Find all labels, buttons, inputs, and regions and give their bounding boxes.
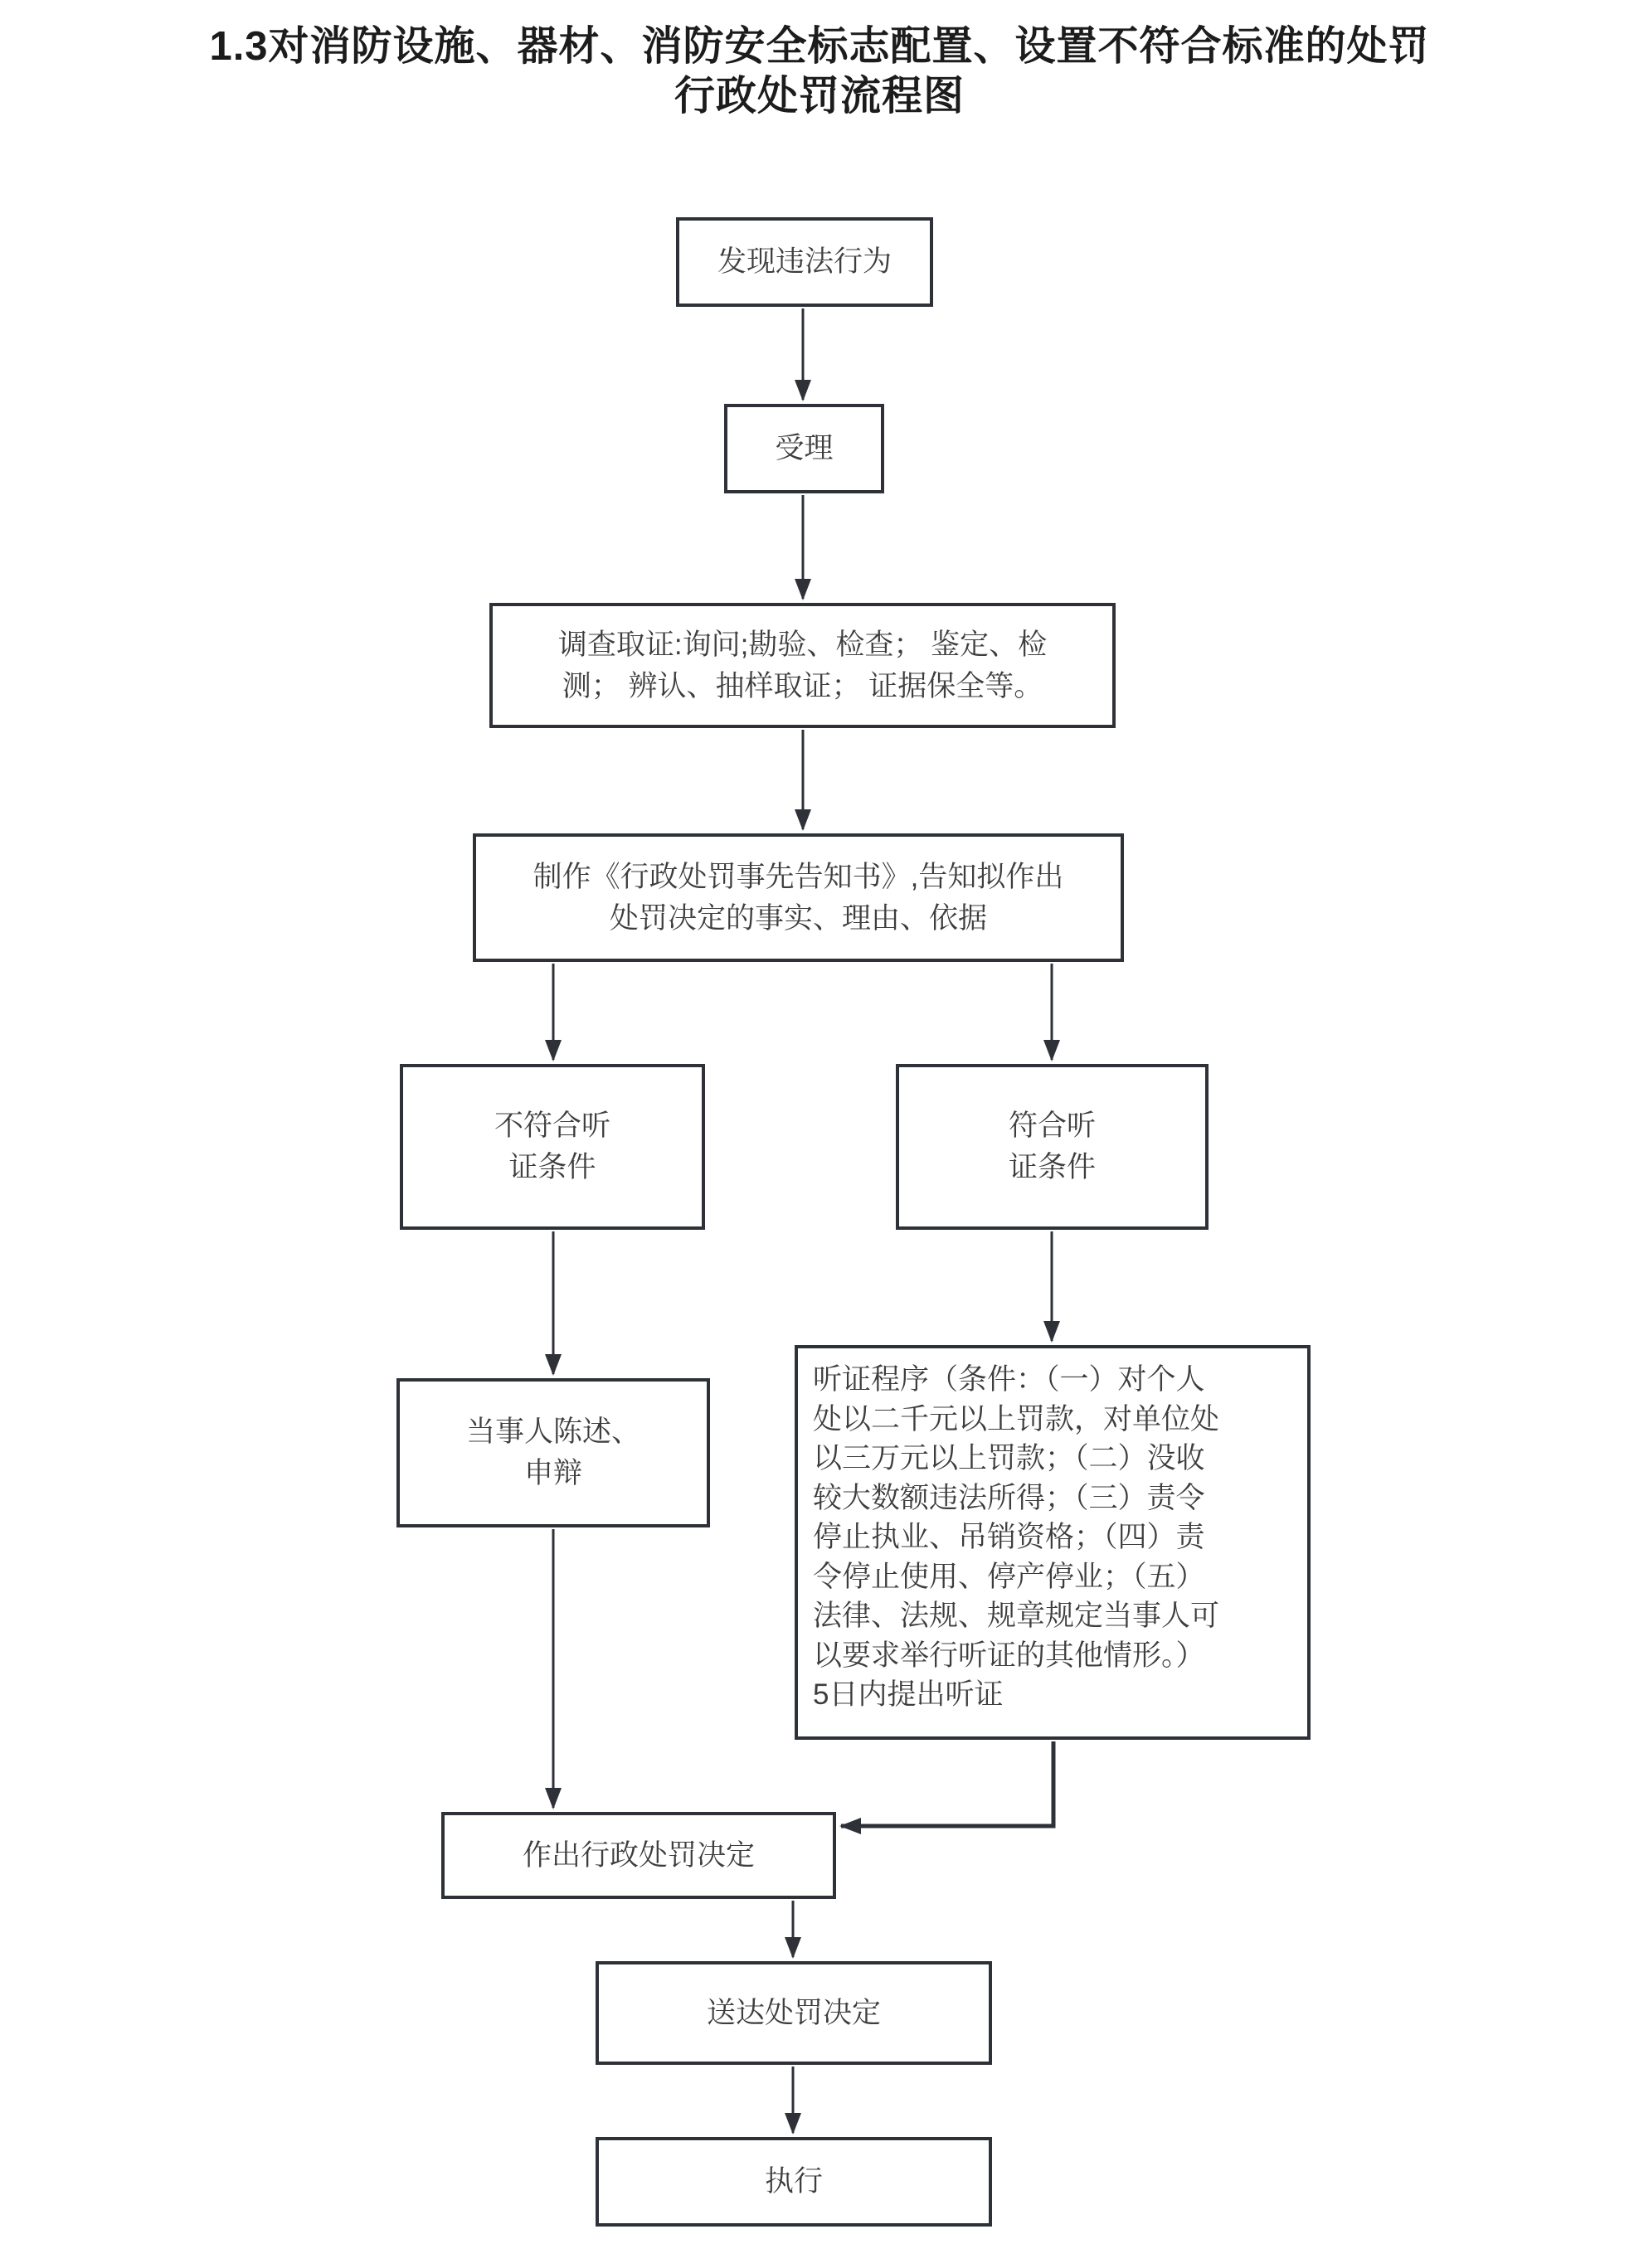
node-text: 处罚决定的事实、理由、依据 <box>609 901 987 935</box>
node-text: 5日内提出听证 <box>813 1678 1004 1711</box>
arrow-procedure-decision <box>841 1741 1053 1826</box>
node-text: 证条件 <box>1008 1151 1096 1183</box>
title-line-1: 1.3对消防设施、器材、消防安全标志配置、设置不符合标准的处罚 <box>209 24 1430 69</box>
node-text: 以要求举行听证的其他情形。） <box>813 1639 1205 1672</box>
node-text: 符合听 <box>1008 1110 1096 1142</box>
node-hearing-procedure <box>795 1345 1311 1740</box>
node-prior-notice <box>473 833 1124 962</box>
node-deliver-decision <box>596 1961 992 2065</box>
node-investigate-evidence <box>489 603 1116 728</box>
node-make-punishment-decision <box>441 1812 836 1899</box>
node-text: 送达处罚决定 <box>706 1996 881 2029</box>
node-text: 不符合听 <box>494 1110 610 1142</box>
title-line-2: 行政处罚流程图 <box>674 74 965 119</box>
node-text: 法律、法规、规章规定当事人可 <box>813 1600 1220 1632</box>
node-text: 听证程序（条件：（一）对个人 <box>813 1363 1205 1396</box>
node-meet-hearing-conditions <box>896 1064 1209 1230</box>
page-title <box>0 22 1639 121</box>
node-discover-violation <box>676 217 933 307</box>
node-text: 测； 辨认、抽样取证； 证据保全等。 <box>562 669 1043 702</box>
node-accept-case <box>724 404 884 493</box>
node-text: 制作《行政处罚事先告知书》,告知拟作出 <box>533 860 1064 893</box>
node-party-statement-defense <box>396 1378 710 1527</box>
node-not-meet-hearing-conditions <box>400 1064 705 1230</box>
node-text: 当事人陈述、 <box>465 1416 640 1448</box>
node-text: 执行 <box>764 2165 823 2198</box>
node-text: 调查取证:询问;勘验、检查； 鉴定、检 <box>557 628 1048 661</box>
node-execute <box>596 2137 992 2227</box>
node-text: 停止执业、吊销资格；（四）责 <box>813 1521 1205 1553</box>
node-text: 作出行政处罚决定 <box>522 1838 755 1872</box>
node-text: 令停止使用、停产停业；（五） <box>813 1560 1205 1593</box>
node-text: 较大数额违法所得；（三）责令 <box>813 1481 1205 1514</box>
node-text: 发现违法行为 <box>717 245 892 278</box>
node-text: 以三万元以上罚款；（二）没收 <box>813 1442 1205 1474</box>
node-text: 处以二千元以上罚款，对单位处 <box>813 1402 1220 1435</box>
node-text: 申辩 <box>523 1457 582 1489</box>
node-text: 证条件 <box>508 1151 596 1183</box>
node-text: 受理 <box>775 432 834 464</box>
